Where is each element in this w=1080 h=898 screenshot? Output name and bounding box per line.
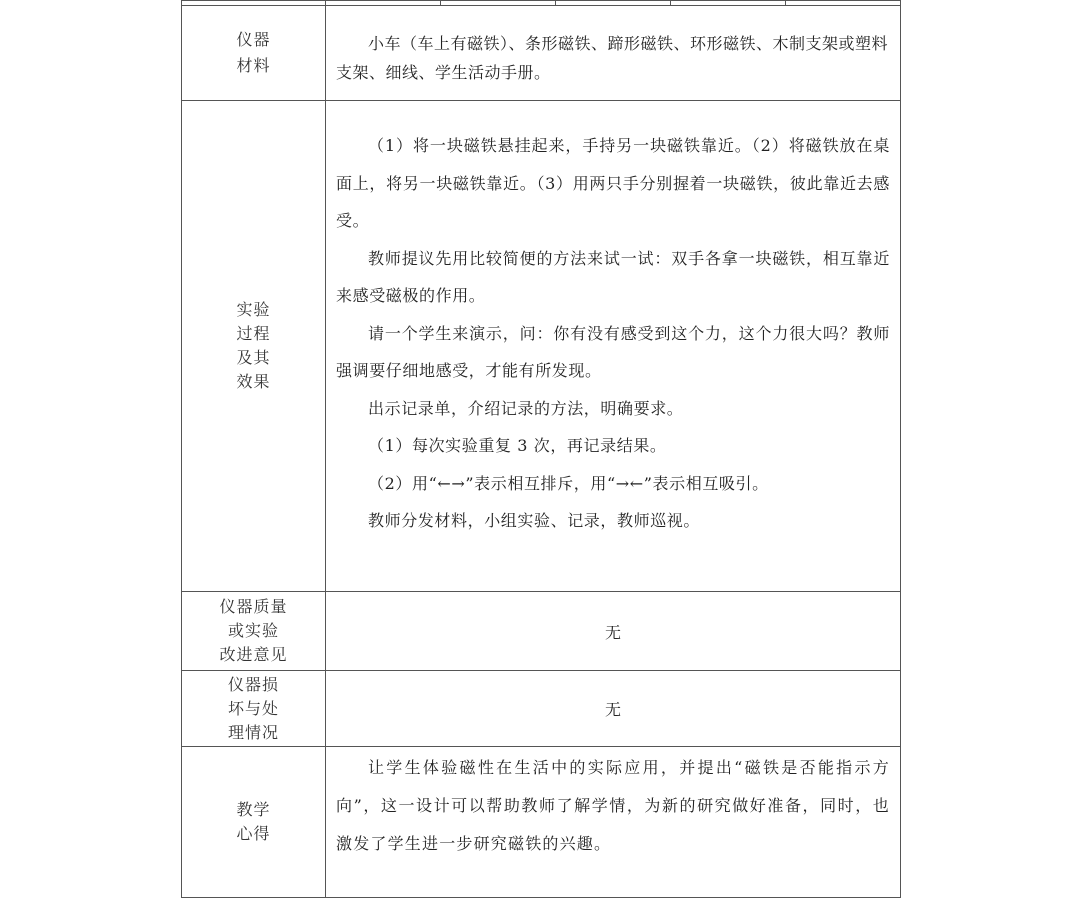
label-line: 仪器质量 [219,597,288,616]
label-line: 改进意见 [219,645,288,664]
record-sheet [181,0,901,897]
process-row [182,101,901,592]
materials-row [182,6,901,101]
process-text-block [326,101,900,591]
label-line: 仪器损 [227,674,279,694]
label-line: 心得 [236,824,271,843]
top-cut-content-cell [326,1,901,6]
quality-value: 无 [326,592,901,671]
label-line: 坏与处 [227,698,279,718]
label-line: 效果 [236,372,271,391]
reflection-label [182,747,326,898]
damage-row [182,671,901,747]
label-line: 理情况 [227,722,279,742]
process-paragraph: 教师分发材料，小组实验、记录，教师巡视。 [368,511,701,530]
reflection-text-block [326,747,900,873]
top-cut-subcells [326,1,900,5]
damage-value: 无 [326,671,901,747]
process-label [182,101,326,592]
label-line: 过程 [236,324,271,343]
top-cut-label-cell [182,1,326,6]
materials-text: 小车（车上有磁铁）、条形磁铁、蹄形磁铁、环形磁铁、木制支架或塑料支架、细线、学生活动手册。 [336,34,889,82]
label-line: 及其 [236,348,271,367]
quality-label [182,592,326,671]
process-paragraph: （1）每次实验重复 3 次，再记录结果。 [368,436,667,455]
process-paragraph: 请一个学生来演示，问：你有没有感受到这个力，这个力很大吗？教师强调要仔细地感受，才能有所发现。 [336,323,890,380]
process-paragraph: （2）用“←→”表示相互排斥，用“→←”表示相互吸引。 [368,473,769,493]
experiment-record-table [181,0,901,898]
label-line: 材料 [236,56,271,75]
materials-label [182,6,326,101]
process-paragraph: 教师提议先用比较简便的方法来试一试：双手各拿一块磁铁，相互靠近来感受磁极的作用。 [336,248,890,305]
label-line: 或实验 [227,621,279,640]
process-paragraph: （1）将一块磁铁悬挂起来，手持另一块磁铁靠近。（2）将磁铁放在桌面上，将另一块磁铁靠近。（3）用两只手分别握着一块磁铁，彼此靠近去感受。 [336,136,890,230]
label-line: 仪器 [236,30,271,49]
damage-label [182,671,326,747]
label-line: 教学 [236,800,271,819]
reflection-row [182,747,901,898]
label-line: 实验 [236,300,271,319]
top-cut-row [182,1,901,6]
quality-row [182,592,901,671]
process-content [326,101,901,592]
materials-content [326,6,901,101]
reflection-text: 让学生体验磁性在生活中的实际应用，并提出“磁铁是否能指示方向”，这一设计可以帮助教师了解学情，为新的研究做好准备，同时，也激发了学生进一步研究磁铁的兴趣。 [336,758,890,853]
reflection-content [326,747,901,898]
process-paragraph: 出示记录单，介绍记录的方法，明确要求。 [368,398,684,418]
